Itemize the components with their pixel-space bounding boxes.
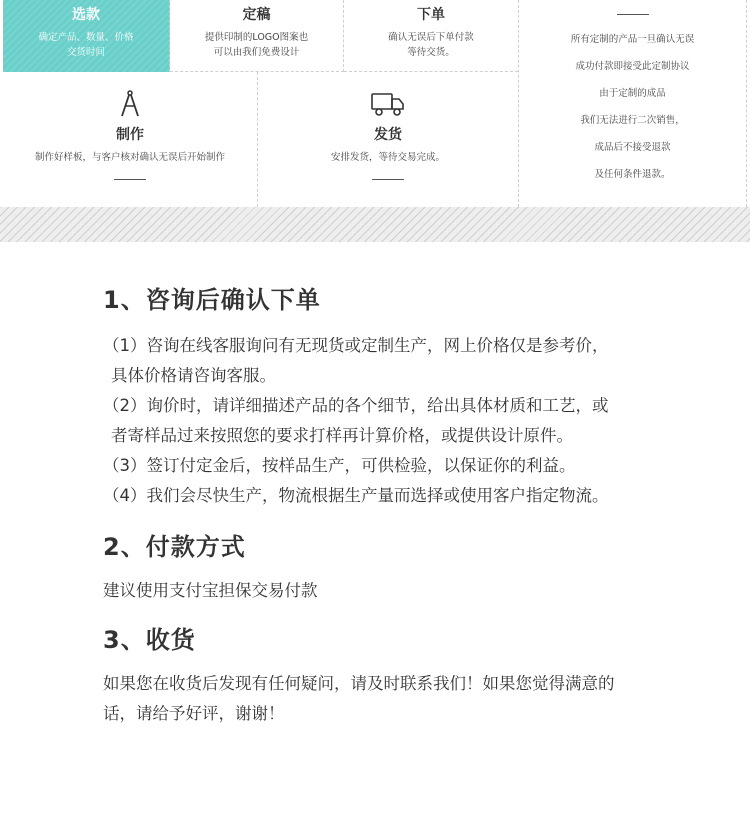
step-shipping[interactable] bbox=[258, 72, 518, 207]
step-desc: 交货时间 bbox=[66, 47, 105, 58]
section-heading-receipt: 3、收货 bbox=[103, 626, 196, 654]
step-title: 发货 bbox=[374, 127, 402, 143]
step-desc: 确定产品、数量、价格 bbox=[38, 32, 134, 43]
step-desc: 确认无误后下单付款 bbox=[388, 32, 474, 43]
step-desc: 制作好样板，与客户核对确认无误后开始制作 bbox=[34, 152, 225, 163]
section-heading-consult: 1、咨询后确认下单 bbox=[103, 286, 321, 314]
delivery-truck-icon bbox=[371, 90, 405, 118]
notice-line: 成品后不接受退款 bbox=[594, 142, 671, 153]
step-desc: 安排发货，等待交易完成。 bbox=[330, 152, 445, 163]
list-item: （2）询价时，请详细描述产品的各个细节，给出具体材质和工艺，或 bbox=[103, 396, 609, 415]
step-desc: 提供印制的LOGO图案也 bbox=[204, 32, 309, 43]
step-place-order[interactable] bbox=[344, 0, 518, 72]
separator-line bbox=[114, 179, 146, 180]
list-item: （1）咨询在线客服询问有无现货或定制生产，网上价格仅是参考价， bbox=[103, 336, 609, 355]
drafting-compass-icon bbox=[119, 90, 141, 118]
ordering-instructions bbox=[103, 280, 683, 729]
order-process-panel bbox=[0, 0, 750, 242]
receipt-text: 如果您在收货后发现有任何疑问，请及时联系我们！如果您觉得满意的 bbox=[103, 674, 615, 693]
receipt-text: 话，请给予好评，谢谢！ bbox=[103, 704, 285, 723]
step-finalize-design[interactable] bbox=[170, 0, 344, 72]
list-item: （4）我们会尽快生产，物流根据生产量而选择或使用客户指定物流。 bbox=[103, 486, 609, 505]
separator-line bbox=[372, 179, 404, 180]
notice-line: 我们无法进行二次销售， bbox=[580, 115, 685, 126]
separator-line bbox=[617, 14, 649, 15]
payment-text: 建议使用支付宝担保交易付款 bbox=[103, 581, 318, 600]
decorative-stripe-band bbox=[0, 207, 750, 242]
notice-line: 及任何条件退款。 bbox=[594, 169, 671, 180]
notice-line: 成功付款即接受此定制协议 bbox=[575, 61, 690, 72]
step-desc: 可以由我们免费设计 bbox=[213, 47, 300, 58]
list-item: 具体价格请咨询客服。 bbox=[111, 366, 276, 385]
notice-line: 由于定制的成品 bbox=[599, 88, 666, 99]
list-item: （3）签订付定金后，按样品生产，可供检验，以保证你的利益。 bbox=[103, 456, 576, 475]
step-desc: 等待交货。 bbox=[407, 47, 455, 58]
step-title: 下单 bbox=[417, 7, 445, 23]
step-title: 制作 bbox=[116, 127, 144, 143]
step-title: 选款 bbox=[72, 7, 100, 23]
list-item: 者寄样品过来按照您的要求打样再计算价格，或提供设计原件。 bbox=[111, 426, 573, 445]
notice-line: 所有定制的产品一旦确认无误 bbox=[570, 34, 695, 45]
step-title: 定稿 bbox=[242, 7, 271, 23]
step-select-style[interactable] bbox=[3, 0, 170, 72]
consult-items-list bbox=[103, 331, 683, 511]
section-heading-payment: 2、付款方式 bbox=[103, 533, 246, 561]
step-production[interactable] bbox=[3, 72, 258, 207]
custom-order-notice bbox=[518, 0, 747, 207]
